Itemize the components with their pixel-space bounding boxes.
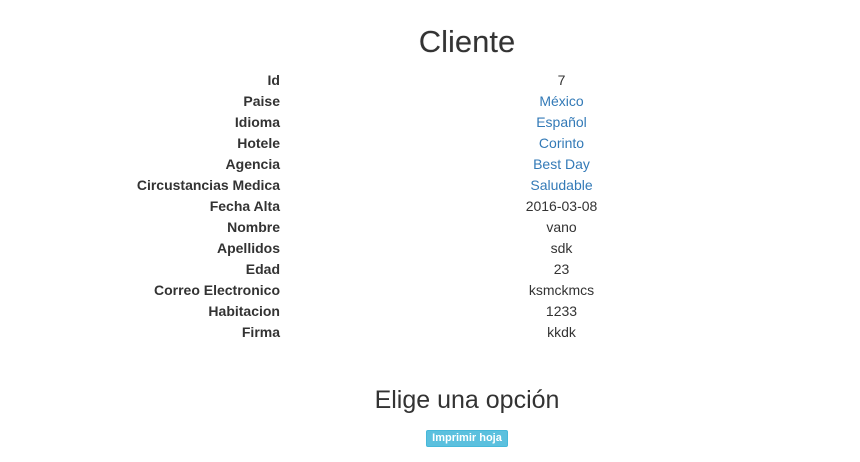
detail-label: Habitacion [208, 303, 280, 319]
detail-label: Fecha Alta [209, 198, 280, 214]
detail-row [0, 91, 843, 112]
detail-value-link[interactable]: Best Day [533, 156, 590, 172]
detail-value [280, 133, 843, 154]
detail-label: Apellidos [216, 240, 280, 256]
detail-row [0, 301, 843, 322]
detail-value-link[interactable]: Saludable [530, 177, 593, 193]
client-details-body [0, 70, 843, 343]
detail-value: 23 [553, 261, 570, 277]
detail-label: Id [267, 72, 280, 88]
detail-value [280, 175, 843, 196]
detail-value: 2016-03-08 [525, 198, 598, 214]
detail-value: 7 [557, 72, 566, 88]
detail-row [0, 217, 843, 238]
detail-row [0, 154, 843, 175]
page-title: Cliente [418, 24, 516, 59]
detail-label: Agencia [225, 156, 280, 172]
detail-value: vano [546, 219, 577, 235]
options-heading: Elige una opción [374, 386, 560, 414]
detail-label: Hotele [237, 135, 280, 151]
detail-row [0, 259, 843, 280]
detail-value: sdk [550, 240, 573, 256]
detail-value-link[interactable]: Corinto [538, 135, 585, 151]
detail-label: Edad [245, 261, 280, 277]
detail-value: 1233 [545, 303, 578, 319]
detail-label: Nombre [227, 219, 280, 235]
detail-row [0, 196, 843, 217]
detail-row [0, 322, 843, 343]
detail-row [0, 112, 843, 133]
detail-value-link[interactable]: Español [536, 114, 587, 130]
detail-label: Firma [241, 324, 280, 340]
detail-value [280, 91, 843, 112]
detail-row [0, 238, 843, 259]
print-sheet-button[interactable]: Imprimir hoja [426, 430, 508, 447]
detail-label: Paise [243, 93, 280, 109]
detail-label: Idioma [234, 114, 280, 130]
detail-row [0, 175, 843, 196]
detail-value [280, 112, 843, 133]
detail-row [0, 70, 843, 91]
detail-row [0, 133, 843, 154]
detail-value: kkdk [547, 324, 576, 340]
client-details-table [0, 70, 843, 343]
detail-label: Circustancias Medica [136, 177, 280, 193]
detail-value [280, 154, 843, 175]
detail-value: ksmckmcs [528, 282, 595, 298]
detail-value-link[interactable]: México [539, 93, 584, 109]
detail-row [0, 280, 843, 301]
detail-label: Correo Electronico [153, 282, 280, 298]
